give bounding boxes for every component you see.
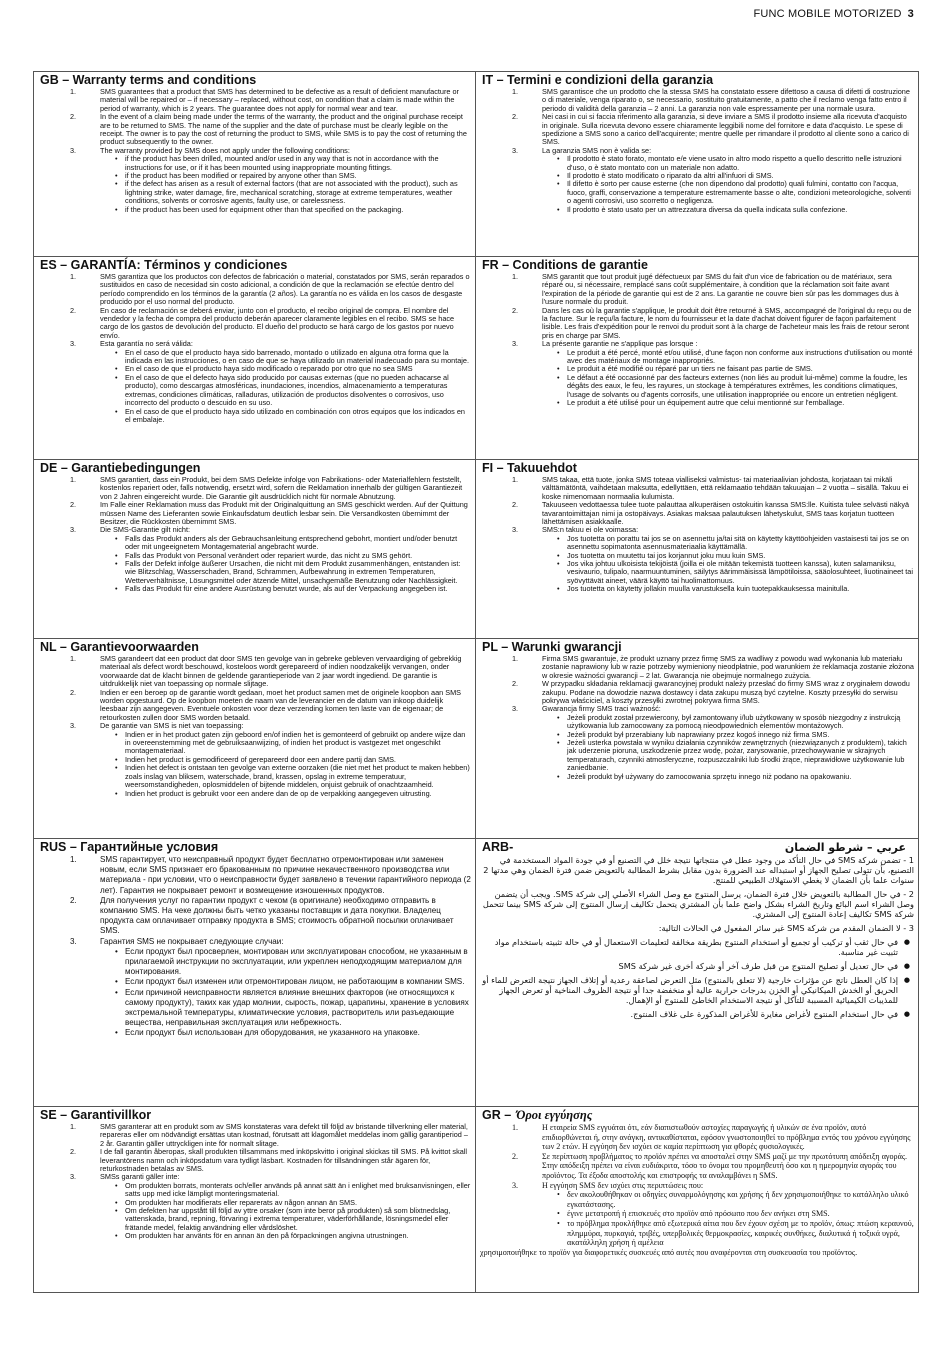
clause-number: 2. — [512, 112, 519, 122]
section-title-text: GR – — [482, 1108, 512, 1122]
clause-list — [480, 273, 914, 408]
section-title-text: FR – Conditions de garantie — [482, 258, 648, 272]
clause-text: SMS гарантирует, что неисправный продукт будет бесплатно отремонтирован или заменен новым, если SMS признает его бракованным по причине некачественного производства или материала - при условии, что о неисправности будет заявлено в течении гарантийного периода (2 лет). Гарантия не покрывает ремонт и возмещение изношенных продуктов. — [100, 855, 471, 895]
section-nl — [34, 639, 476, 839]
exclusion-item: • Jos tuotetta on porattu tai jos se on asennettu ja/tai sitä on käytetty käyttöohjeiden vastaisesti tai jos se on asennettu sopimatonta asennusmateriaalia käyttämällä. — [559, 535, 914, 552]
clause-number: 2. — [70, 1147, 77, 1157]
clause-number: 3. — [512, 1180, 519, 1190]
exclusion-item: في حال ثقب أو تركيب أو تجميع أو استخدام المنتوج بطريقة مخالفة لتعليمات الاستعمال أو في حالة تثبيته باستخدام مواد تثبيت غير مناسبة. ● — [480, 937, 910, 957]
clause-number: 2. — [70, 687, 77, 697]
clause-number: 1. — [512, 87, 519, 96]
exclusion-item: • Falls das Produkt für eine andere Ausrüstung benutzt wurde, als auf der Verpackung angegeben ist. — [117, 585, 471, 593]
exclusion-item: • Il prodotto è stato modificato o riparato da altri all'infuori di SMS. — [559, 172, 914, 180]
clause-number: 2. — [70, 895, 77, 905]
clause-list — [38, 273, 471, 424]
clause-text: SMS takaa, että tuote, jonka SMS toteaa vialliseksi valmistus- tai materiaalivian johdosta, korjataan tai mikäli välttämätöntä, vaihdetaan maksutta, edellyttäen, että reklamaatio tehdään takuuajan – 2 vuotta – sisällä. Takuu ei koske nimenomaan normaalia kulumista. — [542, 475, 909, 501]
clause-text: SMS garanterar att en produkt som av SMS konstateras vara defekt till följd av bristande tillverkning eller material, repareras eller om nödvändigt ersättas utan kostnad, förutsatt att klagomålet meddelas inom gällig garantiperiod – 2 år. Garantin gäller uttryckligen inte för normalt slitage. — [100, 1122, 468, 1148]
exclusion-item: • Если продукт был использован для оборудования, не указанного на упаковке. — [117, 1028, 471, 1038]
section-title — [40, 461, 471, 476]
clause-text: Indien er een beroep op de garantie wordt gedaan, moet het product samen met de originele koopbon aan SMS worden opgestuurd. Op de koopbon moeten de naam van de leverancier en de datum van inkoop duidelijk leesbaar zijn aangegeven. Eventuele onkosten voor deze verzending komen ten laste van de eigenaar; de retourkosten zullen door SMS worden betaald. — [100, 687, 462, 722]
clause-text: 3 - لا الضمان المقدم من شركة SMS غير سائر المفعول في الحالات التالية: — [658, 923, 914, 933]
clause — [480, 273, 914, 307]
exclusion-item: • δεν ακολουθήθηκαν οι οδηγίες συναρμολόγησης και χρήσης ή δεν χρησιμοποιήθηκε το κατάλληλο υλικό εγκατάστασης. — [559, 1190, 914, 1209]
clause-number: 3. — [70, 145, 77, 155]
clause-continuation: χρησιμοποιήθηκε το προϊόν για διαφορετικές συσκευές από αυτές που αναφέρονται στη συσκευασία του προϊόντος. — [480, 1247, 858, 1257]
section-title-text: PL – Warunki gwarancji — [482, 640, 622, 654]
exclusion-item: • Om produkten har använts för en annan än den på förpackningen angivna utrustningen. — [117, 1232, 471, 1240]
exclusion-item: • if the product has been used for equipment other than that specified on the packaging. — [117, 206, 471, 214]
clause-number: 1. — [70, 87, 77, 96]
clause — [38, 855, 471, 896]
clause — [480, 1123, 914, 1152]
section-se — [34, 1107, 476, 1292]
clause-text: La présente garantie ne s'applique pas lorsque : — [542, 339, 698, 349]
section-title-text: NL – Garantievoorwaarden — [40, 640, 199, 654]
section-title-text: DE – Garantiebedingungen — [40, 461, 201, 475]
clause-number: 2. — [512, 1151, 519, 1161]
clause — [38, 1123, 471, 1148]
exclusion-item: • Jeżeli produkt był używany do zamocowania sprzętu innego niż podano na opakowaniu. — [559, 773, 914, 781]
clause — [480, 88, 914, 113]
section-title — [40, 840, 471, 855]
clause-list — [38, 476, 471, 594]
clause-number: 2. — [70, 500, 77, 510]
section-title — [40, 258, 471, 273]
section-arb — [476, 839, 918, 1107]
clause-number: 1. — [512, 1123, 519, 1132]
clause-number: 1. — [70, 272, 77, 281]
exclusion-item: • Le produit a été percé, monté et/ou utilisé, d'une façon non conforme aux instructions d'utilisation ou monté avec des matériaux de montage inappropriés. — [559, 349, 914, 366]
clause — [38, 689, 471, 723]
exclusion-list — [542, 714, 914, 781]
clause-number: 1. — [70, 855, 77, 864]
clause-number: 1. — [70, 475, 77, 484]
exclusion-item: • Если причиной неисправности является влияние внешних факторов (не относящихся к самому продукту), таких как удар молнии, сырость, пожар, царапины, хранение в условиях экстремальной температуры, климатические условия, растворитель или разъедающие вещества, неправильная эксплуатация или небрежность. — [117, 988, 471, 1029]
clause-number: 1. — [512, 272, 519, 281]
exclusion-item: • Indien het product is gebruikt voor een andere dan de op de verpakking aangegeven uitrusting. — [117, 790, 471, 798]
clause-list — [38, 1123, 471, 1241]
document-title: FUNC MOBILE MOTORIZED — [753, 8, 902, 20]
exclusion-item: • En el caso de que el producto haya sido modificado o reparado por otro que no sea SMS — [117, 365, 471, 373]
clause-text: SMS garantisce che un prodotto che la stessa SMS ha constatato essere difettoso a causa di difetti di costruzione o di materiale, venga riparato o, se necessario, sostituito gratuitamente, a patto che il reclamo venga fatto entro il periodo di validità della garanzia – 2 anni. La garanzia non vale espressamente per una normale usura. — [542, 87, 910, 113]
clause — [480, 113, 914, 147]
clause — [480, 655, 914, 680]
clause — [38, 501, 471, 526]
exclusion-item: • if the product has been modified or repaired by anyone other than SMS. — [117, 172, 471, 180]
section-title — [482, 840, 914, 855]
exclusion-list — [542, 535, 914, 594]
clause-text: Firma SMS gwarantuje, że produkt uznany przez firmę SMS za wadliwy z powodu wad wykonania lub materiału zostanie naprawiony lub w razie potrzeby wymieniony nieodpłatnie, pod warunkiem że reklamacja zostanie złożona w okresie ważności gwarancji – 2 lat. Gwarancja nie obejmuje normalnego zużycia. — [542, 654, 914, 680]
clause-number: 3. — [512, 704, 519, 714]
clause-list — [480, 88, 914, 214]
exclusion-item: • Il difetto è sorto per cause esterne (che non dipendono dal prodotto) quali fulmini, contatto con l'acqua, fuoco, graffi, conservazione a temperature estremamente basse o alte, condizioni meteorologiche, solventi o agenti corrosivi, uso scorretto o negligenza. — [559, 180, 914, 205]
exclusion-wrapper — [480, 535, 914, 594]
exclusion-item: • Om produkten borrats, monterats och/eller används på annat sätt än i enlighet med bruksanvisningen, eller satts upp med icke lämpligt monteringsmaterial. — [117, 1182, 471, 1199]
exclusion-item: في حال استخدام المنتوج لأغراض مغايرة للأغراض المذكورة على غلاف المنتوج. ● — [480, 1009, 910, 1019]
section-de — [34, 460, 476, 639]
clause-number: 3. — [512, 145, 519, 155]
section-title-text: SE – Garantivillkor — [40, 1108, 152, 1122]
exclusion-item: • Jeżeli produkt został przewiercony, był zamontowany i/lub użytkowany w sposób niezgodny z instrukcją użytkowania lub zamocowany za pomocą nieodpowiednich elementów montażowych. — [559, 714, 914, 731]
clause — [480, 1181, 914, 1191]
exclusion-item: • Falls das Produkt von Personal verändert oder repariert wurde, das nicht zu SMS gehört. — [117, 552, 471, 560]
exclusion-item: • Indien het product is gemodificeerd of gerepareerd door een andere partij dan SMS. — [117, 756, 471, 764]
clause-text: Gwarancja firmy SMS traci ważność: — [542, 704, 661, 714]
clause — [480, 476, 914, 501]
clause — [38, 307, 471, 341]
clause-text: 1 - تضمن شركة SMS في حال التأكد من وجود عطل في منتجاتها نتيجة خلل في التصنيع أو في جودة المواد المستخدمة في التصنيع، بأن تتولى تصليح الجهاز أو استبداله عند الضرورة بدون مقابل بشرط المطالبة بالتعويض ضمن فترة الضمان وهي مدتها 2 سنوات علما بأن الضمان لا يغطي الاستهلاك الطبيعي للمنتج. — [483, 855, 914, 885]
section-title — [482, 258, 914, 273]
section-title-text: ES – GARANTÍA: Términos y condiciones — [40, 258, 288, 272]
exclusion-wrapper — [480, 349, 914, 408]
exclusion-item: • Indien het defect is ontstaan ten gevolge van externe oorzaken (die niet met het product te maken hebben) zoals inslag van bliksem, waterschade, brand, krassen, opslag in extreme temperatuur, weersomstandigheden, oplosmiddelen of bijtende middelen, onjuist gebruik of onachtzaamheid. — [117, 764, 471, 789]
exclusion-list — [100, 1182, 471, 1241]
clause — [38, 655, 471, 689]
clause — [38, 896, 471, 937]
section-title — [482, 73, 914, 88]
exclusion-item: • Om defekten har uppstått till följd av yttre orsaker (som inte beror på produkten) så som blixtnedslag, vattenskada, brand, repning, förvaring i extrema temperaturer, väderförhållande, lösningsmedel eller frätande medel, felaktig användning eller vårdslöshet. — [117, 1207, 471, 1232]
clause-number: 3. — [512, 525, 519, 535]
clause-text: En caso de reclamación se deberá enviar, junto con el producto, el recibo original de compra. El nombre del vendedor y la fecha de compra del producto deberán aparecer claramente legibles en el recibo. SMS se hace cargo de los gastos de devolución del producto. El dueño del producto se hará cargo de los gastos por nuevo envío. — [100, 305, 455, 340]
section-title-text: GB – Warranty terms and conditions — [40, 73, 257, 87]
clause-number: 2. — [70, 112, 77, 122]
exclusion-item: • Jos vika johtuu ulkoisista tekijöistä (joilla ei ole mitään tekemistä tuotteen kanssa), kuten salamaniksu, vesivaurio, tulipalo, naarmuuntuminen, säilytys äärimmäisissä lämpötiloissa, sääolosuhteet, liuotinaineet tai syövyttävät aineet, väärä käyttö tai huolimattomuus. — [559, 560, 914, 585]
clause-list — [480, 476, 914, 594]
exclusion-wrapper — [38, 535, 471, 594]
clause-list — [38, 855, 471, 1039]
exclusion-wrapper — [38, 731, 471, 798]
clause-text: Esta garantía no será válida: — [100, 339, 193, 349]
exclusion-list — [542, 1190, 914, 1248]
clause-text: In the event of a claim being made under the terms of the warranty, the product and the original purchase receipt are to be returned to SMS. The name of the supplier and the date of purchase must be clearly legible on the receipt. The owner is to pay the cost of returning the product to SMS, while SMS is to pay the cost of returning the product subsequently to the owner. — [100, 112, 467, 147]
exclusion-item: • Jeżeli usterka powstała w wyniku działania czynników zewnętrznych (niezwiązanych z produktem), takich jak uderzenie pioruna, uszkodzenie przez wodę, pożar, zarysowanie, przechowywanie w skrajnych temperaturach, czynniki atmosferyczne, rozpuszczalniki lub środki żrące, nieprawidłowe użytkowanie lub zaniedbanie. — [559, 739, 914, 773]
exclusion-item: • Falls das Produkt anders als der Gebrauchsanleitung entsprechend gebohrt, montiert und/oder benutzt oder mit ungeeignetem Montagematerial angebracht wurde. — [117, 535, 471, 552]
exclusion-wrapper — [38, 155, 471, 214]
clause-list — [38, 655, 471, 798]
exclusion-wrapper — [480, 714, 914, 781]
clause-text: Dans les cas où la garantie s'applique, le produit doit être retourné à SMS, accompagné de l'original du reçu ou de la facture. Sur le reçu/la facture, le nom du fournisseur et la date d'achat doivent figurer de façon parfaitement lisible. Les frais d'expédition pour le renvoi du produit sont à la charge de l'acheteur mais les frais de retour seront pris en charge par SMS. — [542, 305, 912, 340]
exclusion-item: • Falls der Defekt infolge äußerer Ursachen, die nicht mit dem Produkt zusammenhängen, entstanden ist: wie Blitzschlag, Wasserschaden, Brand, Schrammen, Aufbewahrung in extremen Temperaturen, Wetterverhältnisse, Lösungsmittel oder ätzende Mittel, unsachgemäße Benutzung oder Nachlässigkeit. — [117, 560, 471, 585]
clause-number: 3. — [70, 936, 77, 946]
exclusion-item: • if the defect has arisen as a result of external factors (that are not associated with the product), such as lightning strike, water damage, fire, mechanical scratching, storage at extreme temperatures, weather conditions, solvents or corrosive agents, faulty use, or carelessness. — [117, 180, 471, 205]
clause — [480, 307, 914, 341]
section-title — [40, 73, 471, 88]
exclusion-list — [100, 155, 471, 214]
section-gb — [34, 72, 476, 257]
warranty-grid — [33, 71, 919, 1293]
clause-list — [38, 88, 471, 214]
clause — [480, 680, 914, 705]
clause — [480, 1152, 914, 1181]
clause-text: SMS garantiert, dass ein Produkt, bei dem SMS Defekte infolge von Fabrikations- oder Materialfehlern feststellt, kostenlos repariert oder, falls notwendig, ersetzt wird, sofern die Reklamation innerhalb der gültigen Garantiezeit von 2 Jahren eingereicht wurde. Die Garantie gilt ausdrücklich nicht für normale Abnutzung. — [100, 475, 463, 501]
clause-text: The warranty provided by SMS does not apply under the following conditions: — [100, 145, 350, 155]
exclusion-item: • Jos tuotetta on käytetty jollakin muulla varustuksella kuin tuotepakkauksessa mainitulla. — [559, 585, 914, 593]
exclusion-list — [542, 349, 914, 408]
clause-number: 3. — [70, 721, 77, 731]
section-title-text: RUS – Гарантийные условия — [40, 840, 219, 854]
clause-text: Im Falle einer Reklamation muss das Produkt mit der Originalquittung an SMS geschickt werden. Auf der Quittung müssen Name des Lieferanten sowie Einkaufsdatum deutlich lesbar sein. Die Versandkosten übernimmt der Besitzer, die Rückkosten übernimmt SMS. — [100, 500, 468, 527]
section-fr — [476, 257, 918, 460]
clause-text: Takuuseen vedottaessa tulee tuote palauttaa alkuperäisen ostokuitin kanssa SMS:lle. Kuitista tulee selvästi näkyä tavarantoimittajan nimi ja ostopäivays. Asiakas maksaa palautuksen lähetyskulut, SMS taas korjatun tuotteen lähettämisen asiakkaalle. — [542, 500, 910, 527]
section-es — [34, 257, 476, 460]
exclusion-item: • En el caso de que el producto haya sido barrenado, montado o utilizado en alguna otra forma que la indicada en las instrucciones, o en caso de que se haya utilizado un material inadecuado para su montaje. — [117, 349, 471, 366]
clause-number: 2. — [512, 305, 519, 315]
exclusion-item: • έγινε μετατροπή ή επισκευές στο προϊόν από πρόσωπο που δεν ανήκει στη SMS. — [559, 1209, 914, 1219]
section-rus — [34, 839, 476, 1107]
exclusion-item: • Jos tuotetta on muutettu tai jos korjannut joku muu kuin SMS. — [559, 552, 914, 560]
exclusion-item: • το πρόβλημα προκλήθηκε από εξωτερικά αίτια που δεν έχουν σχέση με το προϊόν, όπως: πτώση κεραυνού, πλημμύρα, πυρκαγιά, τριβές, υπερβολικές θερμοκρασίες, καιρικές συνθήκες, διαλυτικά ή τοξικά υγρά, ακατάλληλη χρήση ή αμέλεια — [559, 1219, 914, 1248]
clause — [480, 501, 914, 526]
exclusion-list — [100, 947, 471, 1039]
exclusion-item: • Если продукт был изменен или отремонтирован лицом, не работающим в компании SMS. — [117, 977, 471, 987]
clause-text: La garanzia SMS non è valida se: — [542, 145, 652, 155]
clause-number: 3. — [70, 339, 77, 349]
clause — [38, 1148, 471, 1173]
section-pl — [476, 639, 918, 839]
exclusion-item: • Если продукт был просверлен, монтирован или эксплуатирован способом, не указанным в прилагаемой инструкции по эксплуатации, или укреплен неподходящим материалом для монтирования. — [117, 947, 471, 978]
clause-text: SMS garandeert dat een product dat door SMS ten gevolge van in gebreke gebleven vervaardiging of gebrekkig materiaal als defect wordt beschouwd, kosteloos wordt gerepareerd of indien noodzakelijk vervangen, onder voorwaarde dat de klacht binnen de geldende garantieperiode van 2 jaar wordt ingediend. De garantie is uitdrukkelijk niet van toepassing op normale slijtage. — [100, 654, 462, 689]
exclusion-item: في حال تعديل أو تصليح المنتوج من قبل طرف آخر أو شركة أخرى غير شركة SMS ● — [480, 961, 910, 971]
clause-list — [480, 1123, 914, 1248]
section-title-text: IT – Termini e condizioni della garanzia — [482, 73, 714, 87]
clause-number: 2. — [512, 500, 519, 510]
exclusion-list — [542, 155, 914, 214]
exclusion-item: • Om produkten har modifierats eller reparerats av någon annan än SMS. — [117, 1199, 471, 1207]
clause-number: 1. — [512, 654, 519, 663]
clause-text: Nei casi in cui si faccia riferimento alla garanzia, si deve inviare a SMS il prodotto insieme alla ricevuta d'acquisto in originale. Sulla ricevuta devono essere chiaramente leggibili nome del fornitore e data d'acquisto. Le spese di spedizione a SMS sono a carico dell'acquirente; mentre quelle per rimandare il prodotto al cliente sono a carico di SMS. — [542, 112, 909, 147]
clause-text: I de fall garantin åberopas, skall produkten tillsammans med inköpskvitto i original skickas till SMS. På kvittot skall leverantörens namn och inköpsdatum vara tydligt läsbart. Kostnaden för tillsändningen står ägaren för, returkostnaden betalas av SMS. — [100, 1147, 468, 1174]
section-gr — [476, 1107, 918, 1292]
exclusion-wrapper — [38, 1182, 471, 1241]
exclusion-wrapper — [480, 1190, 914, 1248]
clause-text: SMS:n takuu ei ole voimassa: — [542, 525, 639, 535]
clause-number: 2. — [70, 305, 77, 315]
exclusion-list — [100, 535, 471, 594]
exclusion-item: • En el caso de que el defecto haya sido producido por causas externas (que no pueden achacarse al producto), como descargas atmosféricas, inundaciones, incendios, almacenamiento a temperaturas extremas, condiciones climáticas, ralladuras, utilización de productos disolventes o corrosivos, uso incorrecto del producto o descuido en su uso. — [117, 374, 471, 408]
clause-number: 3. — [70, 525, 77, 535]
clause-number: 3. — [512, 339, 519, 349]
clause-number: 1. — [70, 654, 77, 663]
exclusion-wrapper — [38, 947, 471, 1039]
clause-text: 2 - في حال المطالبة بالتعويض خلال فترة الضمان، يرسل المنتوج مع وصل الشراء الأصلي إلى شركة SMS. ويجب أن يتضمن وصل الشراء اسم البائع وتاريخ الشراء بشكل واضح علما بأن المشتري يتحمل تكاليف إرسال المنتوج إلى شركة SMS بينما تتحمل شركة SMS تكاليف إعادة المنتوج إلى المشتري. — [482, 889, 914, 919]
clause-text: Гарантия SMS не покрывает следующие случаи: — [100, 936, 284, 946]
exclusion-item: • if the product has been drilled, mounted and/or used in any way that is not in accordance with the instructions for use, or if it has been mounted using inappropriate mounting fittings. — [117, 155, 471, 172]
section-it — [476, 72, 918, 257]
clause-number: 2. — [512, 679, 519, 689]
section-title-text: ARB- — [482, 840, 514, 854]
clause-list — [480, 655, 914, 781]
section-title — [40, 1108, 471, 1123]
clause-text: Die SMS-Garantie gilt nicht: — [100, 525, 191, 535]
clause-text: SMS guarantees that a product that SMS has determined to be defective as a result of deficient manufacture or material will be repaired or – if necessary – replaced, without cost, on condition that a claim is made within the period of warranty, which is 2 years. The guarantee does not apply for normal wear and tear. — [100, 87, 459, 113]
clause-text: SMS garantiza que los productos con defectos de fabricación o material, constatados por SMS, serán reparados o sustituidos en caso de necesidad sin costo adicional, a condición de que la reclamación se efectúe dentro del período comprendido en los términos de la garantía (2 años). La garantía no es válida en los casos de desgaste producido por el uso normal del producto. — [100, 272, 470, 307]
exclusion-item: • Il prodotto è stato usato per un attrezzatura diversa da quella indicata sulla confezione. — [559, 206, 914, 214]
exclusion-wrapper — [38, 349, 471, 425]
page-header — [753, 8, 914, 20]
clause — [38, 113, 471, 147]
section-title — [482, 640, 914, 655]
clause-text: Η εταιρεία SMS εγγυάται ότι, εάν διαπιστωθούν αστοχίες παραγωγής ή υλικών σε ένα προϊόν, αυτό επιδιορθώνεται ή, στην ανάγκη, αντικαθίσταται, εφόσον γνωστοποιηθεί το πρόβλημα εντός του χρόνου εγγύησης των 2 ετών. Η εγγύηση δεν ισχύει σε καμία περίπτωση για φθορές φυσιολογικές. — [542, 1123, 911, 1152]
clause-number: 1. — [512, 475, 519, 484]
clause-text: De garantie van SMS is niet van toepassing: — [100, 721, 244, 731]
exclusion-item: • Indien er in het product gaten zijn geboord en/of indien het is gemonteerd of gebruikt op andere wijze dan in overeenstemming met de gebruiksaanwijzing, of indien het product is vastgezet met ongeschikt montagemateriaal. — [117, 731, 471, 756]
section-title — [482, 461, 914, 476]
section-title — [40, 640, 471, 655]
clause-text: Для получения услуг по гарантии продукт с чеком (в оригинале) необходимо отправить в компанию SMS. На чеке должны быть четко указаны поставщик и дата покупки. Владелец продукта сам оплачивает отправку продукта в SMS; стоимость обратной посылки оплачивает SMS. — [100, 895, 454, 936]
exclusion-item: • En el caso de que el producto haya sido utilizado en combinación con otros equipos que los indicados en el embalaje. — [117, 408, 471, 425]
exclusion-item: إذا كان العطل ناتج عن مؤثرات خارجية (لا تتعلق بالمنتوج) مثل التعرض لصاعقة رعدية أو إتلاف الجهاز نتيجة التعرض للماء أو الحريق أو الخدش الميكانيكي أو الخزن بدرجات حرارية عالية أو منخفضة جدا أو نتيجة الظروف المناخية أو تعرض الجهاز للمذيبات الكيميائية المسببة للتآكل أو نتيجة الاستخدام الخاطئ للمنتوج أو الإهمال. ● — [480, 975, 910, 1005]
clause-number: 3. — [70, 1172, 77, 1182]
page-number: 3 — [907, 8, 914, 20]
clause — [38, 88, 471, 113]
section-title-native: عربي – شرطو الضمان — [784, 841, 906, 854]
clause-number: 1. — [70, 1122, 77, 1131]
section-title-text: FI – Takuuehdot — [482, 461, 577, 475]
clause-text: SMSs garanti gäller inte: — [100, 1172, 180, 1182]
clause-text: Η εγγύηση SMS δεν ισχύει στις περιπτώσεις που: — [542, 1180, 704, 1190]
exclusion-item: • Il prodotto è stato forato, montato e/e viene usato in altro modo rispetto a quello descritto nelle istruzioni d'uso, o è stato montato con un materiale non adatto. — [559, 155, 914, 172]
clause — [38, 476, 471, 501]
exclusion-item: • Jeżeli produkt był przerabiany lub naprawiany przez kogoś innego niż firma SMS. — [559, 731, 914, 739]
section-title — [482, 1108, 914, 1123]
exclusion-list — [100, 349, 471, 425]
clause-text: W przypadku składania reklamacji gwarancyjnej produkt należy przesłać do firmy SMS wraz z oryginałem dowodu zakupu. Podane na dowodzie nazwa dostawcy i data zakupu muszą być czytelne. Koszty przesyłki do serwisu pokrywa właściciel, a koszty przesyłki zwrotnej pokrywa firma SMS. — [542, 679, 910, 706]
clause — [38, 273, 471, 307]
clause — [38, 937, 471, 947]
exclusion-item: • Le produit a été utilisé pour un équipement autre que celui mentionné sur l'emballage. — [559, 399, 914, 407]
section-fi — [476, 460, 918, 639]
section-title-native: Όροι εγγύησης — [516, 1108, 593, 1122]
exclusion-item: • Le produit a été modifié ou réparé par un tiers ne faisant pas partie de SMS. — [559, 365, 914, 373]
exclusion-list — [100, 731, 471, 798]
exclusion-wrapper — [480, 155, 914, 214]
clause-text: SMS garantit que tout produit jugé défectueux par SMS du fait d'un vice de fabrication ou de matériaux, sera réparé ou, si nécessaire, remplacé sans coût supplémentaire, à condition que la réclamation soit faite avant l'expiration de la période de garantie qui est de 2 ans. La garantie ne couvre bien sûr pas les dommages dus à l'usure normale du produit. — [542, 272, 899, 307]
clause-text: Σε περίπτωση προβλήματος το προϊόν πρέπει να αποσταλεί στην SMS μαζί με την πρωτότυπη απόδειξη αγοράς. Στην απόδειξη πρέπει να είναι ευδιάκριτα, τόσο το όνομα του προμηθευτή όσο και η ημερομηνία αγοράς του προϊόντος. Τα έξοδα αποστολής και επιστροφής τα αναλαμβάνει η SMS. — [542, 1151, 908, 1180]
exclusion-item: • Le défaut a été occasionné par des facteurs externes (non liés au produit lui-même) comme la foudre, les dégâts des eaux, le feu, les rayures, un stockage à températures extrêmes, les conditions climatiques, l'usage de solvants ou d'agents corrosifs, une utilisation inappropriée ou encore un entretien négligent. — [559, 374, 914, 399]
